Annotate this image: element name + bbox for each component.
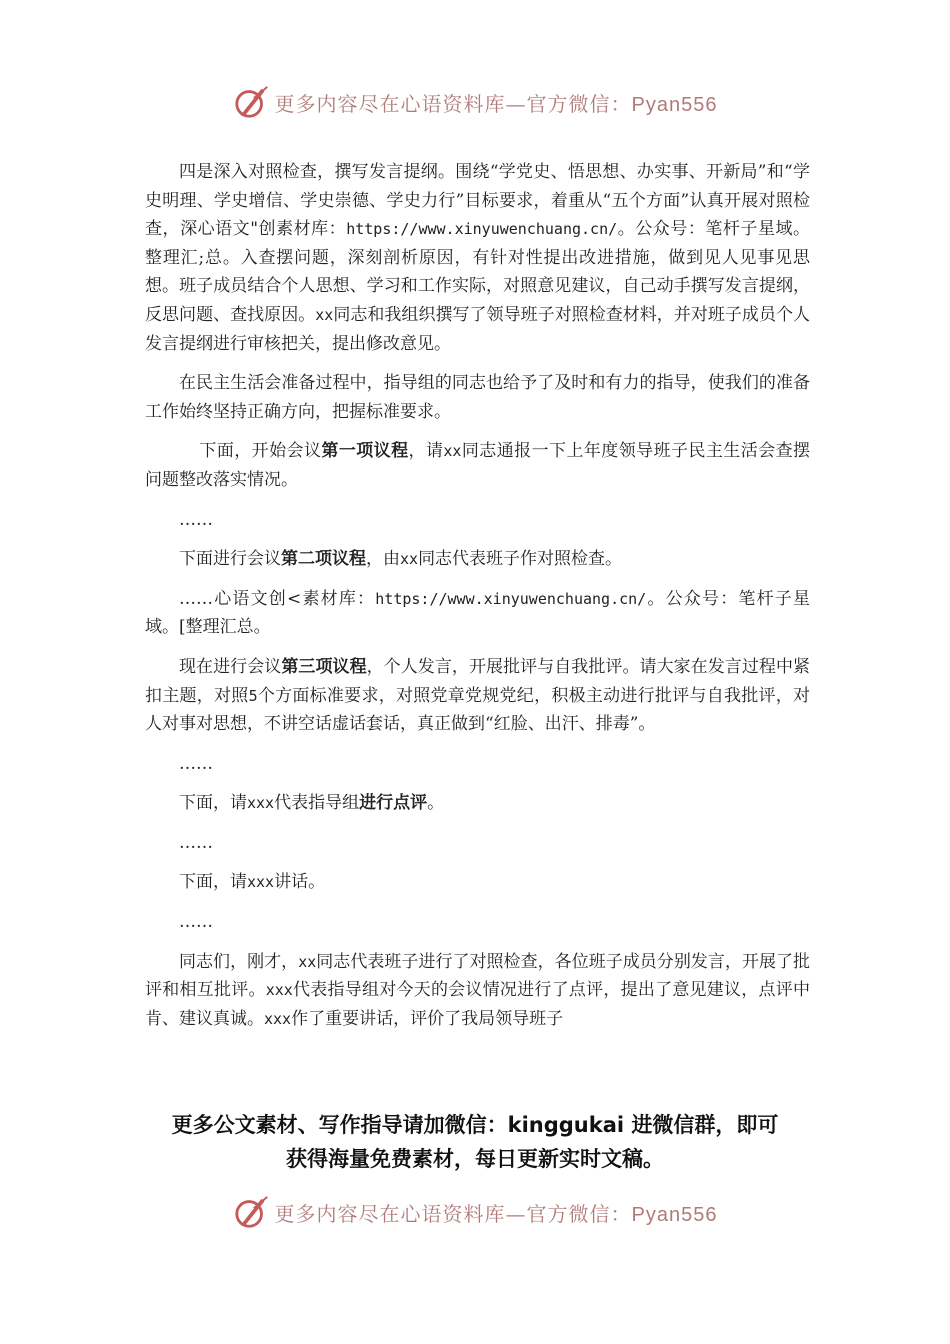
text-run: 下面进行会议 bbox=[179, 549, 281, 570]
footer-banner bbox=[0, 1190, 950, 1234]
header-banner bbox=[0, 80, 950, 124]
paragraph bbox=[145, 158, 810, 358]
agenda-item-label: 进行点评 bbox=[359, 793, 428, 814]
text-run: 代表指导组对今天的会议情况进行了点评，提出了意见建议，点评中肯、建议真诚。 bbox=[145, 980, 810, 1029]
agenda-item-label: 第二项议程 bbox=[281, 549, 366, 570]
footer-wechat-id: Pyan556 bbox=[631, 1203, 718, 1226]
text-run: ，请 bbox=[408, 441, 444, 462]
text-run: xxx bbox=[247, 794, 275, 813]
text-run: 。 bbox=[427, 793, 445, 814]
text-run: …… bbox=[179, 832, 213, 853]
header-banner-text: 更多内容尽在心语资料库—官方微信：Pyan556 bbox=[274, 91, 718, 116]
promo-notice bbox=[0, 1108, 950, 1176]
text-run: xx bbox=[315, 305, 334, 324]
text-run: 同志代表班子进行了对照检查，各位班子成员分别发言，开展了批评和相互批评。 bbox=[145, 951, 810, 1001]
text-run: 在民主生活会准备过程中，指导组的同志也给予了及时和有力的指导，使我们的准备工作始终坚持正确方向，把握标准要求。 bbox=[145, 373, 810, 422]
text-run: https://www.xinyuwenchuang.cn/ bbox=[375, 589, 647, 608]
text-run: 同志和我组织撰写了领导班子对照检查材料，并对班子成员个人发言提纲进行审核把关，提出修改意见。 bbox=[145, 304, 811, 354]
agenda-item-label: 第三项议程 bbox=[281, 656, 367, 677]
document-body bbox=[145, 158, 810, 1033]
text-run: 下面，开始会议 bbox=[199, 441, 322, 462]
text-run: 现在进行会议 bbox=[179, 656, 282, 677]
promo-line-1: 更多公文素材、写作指导请加微信：kinggukai 进微信群，即可 bbox=[171, 1113, 779, 1137]
text-run: ……心语文创<素材库： bbox=[179, 588, 376, 609]
paragraph bbox=[145, 750, 810, 779]
text-run: 作了重要讲话，评价了我局领导班子 bbox=[291, 1008, 564, 1029]
promo-line-2: 获得海量免费素材，每日更新实时文稿。 bbox=[286, 1147, 664, 1171]
paragraph bbox=[145, 789, 810, 818]
text-run: xx bbox=[298, 952, 317, 971]
text-run: 代表指导组 bbox=[274, 793, 360, 814]
text-run: 。公众号：笔杆子星域。整理汇;总。入查摆问题，深刻剖析原因，有针对性提出改进措施，做到见人见事见思想。班子成员结合个人思想、学习和工作实际，对照意见建议，自己动手撰写发言提纲，反思问题、查找原因。 bbox=[145, 219, 811, 325]
paragraph bbox=[145, 369, 810, 426]
text-run: 5 bbox=[248, 686, 258, 705]
text-run: 讲话。 bbox=[274, 872, 326, 893]
paragraph bbox=[145, 653, 810, 739]
text-run: xx bbox=[400, 550, 419, 569]
text-run: …… bbox=[179, 753, 213, 774]
agenda-item-label: 第一项议程 bbox=[321, 441, 409, 462]
text-run: xxx bbox=[264, 1009, 292, 1028]
paragraph bbox=[145, 437, 810, 494]
paragraph bbox=[145, 585, 810, 642]
text-run: 。公众号：笔杆子星域。[整理汇总。 bbox=[145, 588, 811, 638]
paragraph bbox=[145, 868, 810, 897]
text-run: 同志代表班子作对照检查。 bbox=[418, 549, 623, 570]
paragraph bbox=[145, 829, 810, 858]
text-run: 个方面标准要求，对照党章党规党纪，积极主动进行批评与自我批评，对人对事对思想，不讲空话虚话套话，真正做到“红脸、出汗、排毒”。 bbox=[145, 685, 811, 735]
text-run: 四是深入对照检查，撰写发言提纲。围绕“学党史、悟思想、办实事、开新局”和“学史明理、学史增信、学史崇德、学史力行”目标要求，着重从“五个方面”认真开展对照检查，深心语文 bbox=[145, 162, 810, 240]
text-run: xx bbox=[443, 442, 462, 461]
paragraph bbox=[145, 545, 810, 574]
footer-banner-text: 更多内容尽在心语资料库—官方微信：Pyan556 bbox=[274, 1201, 718, 1226]
paragraph bbox=[145, 506, 810, 535]
quill-logo-icon bbox=[233, 83, 271, 121]
header-wechat-id: Pyan556 bbox=[631, 93, 718, 116]
text-run: 同志们，刚才， bbox=[179, 951, 299, 972]
text-run: …… bbox=[179, 912, 213, 933]
text-run: "创素材库： bbox=[250, 219, 347, 240]
text-run: 下面，请 bbox=[179, 872, 247, 893]
paragraph bbox=[145, 908, 810, 937]
text-run: ，个人发言，开展批评与自我批评。请大家在发言过程中紧扣主题，对照 bbox=[145, 656, 811, 706]
text-run: 同志通报一下上年度领导班子民主生活会查摆问题整改落实情况。 bbox=[145, 441, 811, 490]
text-run: xxx bbox=[247, 873, 275, 892]
text-run: 下面，请 bbox=[179, 793, 247, 814]
text-run: …… bbox=[179, 509, 213, 530]
text-run: ，由 bbox=[366, 549, 400, 570]
quill-logo-icon bbox=[233, 1193, 271, 1231]
text-run: xxx bbox=[265, 981, 293, 1000]
text-run: https://www.xinyuwenchuang.cn/ bbox=[346, 220, 618, 239]
paragraph bbox=[145, 948, 810, 1034]
